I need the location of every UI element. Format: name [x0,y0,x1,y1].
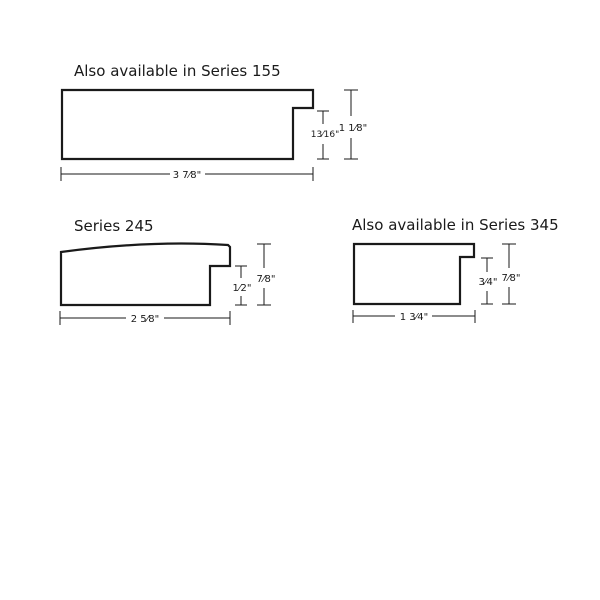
profile-title: Also available in Series 345 [352,216,559,234]
height-label: 7⁄8" [256,274,276,285]
height-label: 7⁄8" [501,273,521,284]
rabbet-dimension [479,258,498,304]
height-dimension [339,90,368,159]
frame-profile-shape [354,244,474,304]
width-dimension [61,167,313,181]
rabbet-dimension [311,111,340,159]
height-label: 1 1⁄8" [338,123,368,134]
width-label: 1 3⁄4" [399,312,429,323]
rabbet-dimension [233,266,252,305]
height-dimension [257,244,276,305]
profile-title: Also available in Series 155 [74,62,281,80]
frame-profile-shape [61,244,230,305]
frame-profile-shape [62,90,313,159]
profile-series-155 [61,62,367,181]
rabbet-label: 1⁄2" [232,283,252,294]
profile-series-245 [60,217,276,325]
profile-series-345 [352,216,559,323]
width-label: 2 5⁄8" [130,314,160,325]
rabbet-label: 3⁄4" [478,277,498,288]
width-dimension [353,310,475,323]
profile-title: Series 245 [74,217,154,235]
width-dimension [60,311,230,325]
rabbet-label: 13⁄16" [310,130,340,140]
width-label: 3 7⁄8" [172,170,202,181]
height-dimension [502,244,521,304]
